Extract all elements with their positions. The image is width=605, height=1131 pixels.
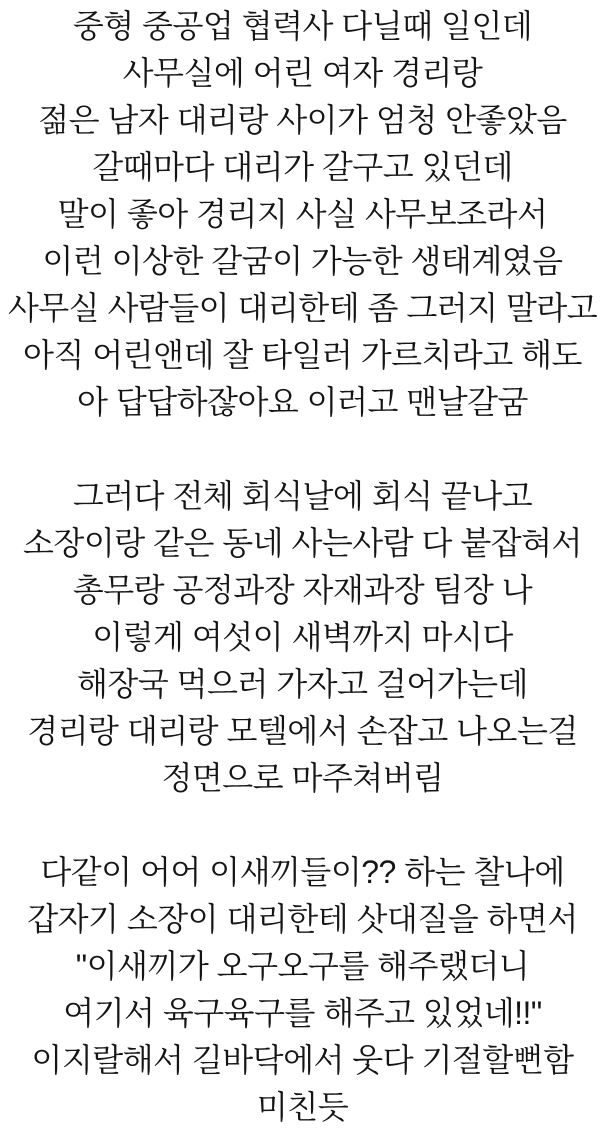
story-line: 그러다 전체 회식날에 회식 끝나고	[72, 478, 533, 514]
story-line: 이렇게 여섯이 새벽까지 마시다	[92, 619, 513, 655]
story-line: "이새끼가 오구오구를 해주랬더니	[75, 948, 530, 984]
story-line: 정면으로 마주쳐버림	[161, 760, 444, 796]
story-line: 갈때마다 대리가 갈구고 있던데	[92, 149, 513, 185]
story-paragraph-3	[0, 849, 605, 1131]
story-line: 아 답답하잖아요 이러고 맨날갈굼	[77, 384, 528, 420]
story-line: 소장이랑 같은 동네 사는사람 다 붙잡혀서	[23, 525, 582, 561]
story-line: 사무실에 어린 여자 경리랑	[122, 55, 483, 91]
story-paragraph-1	[0, 3, 605, 426]
story-line: 해장국 먹으러 가자고 걸어가는데	[77, 666, 528, 702]
story-line: 여기서 육구육구를 해주고 있었네!!"	[63, 995, 542, 1031]
story-line: 이지랄해서 길바닥에서 웃다 기절할뻔함	[31, 1042, 574, 1078]
story-line: 아직 어린앤데 잘 타일러 가르치라고 해도	[23, 337, 582, 373]
story-line: 다같이 어어 이새끼들이?? 하는 찰나에	[40, 854, 565, 890]
story-line: 중형 중공업 협력사 다닐때 일인데	[72, 8, 533, 44]
story-line: 이런 이상한 갈굼이 가능한 생태계였음	[42, 243, 563, 279]
story-line: 총무랑 공정과장 자재과장 팀장 나	[72, 572, 533, 608]
story-line: 사무실 사람들이 대리한테 좀 그러지 말라고	[7, 290, 598, 326]
story-line: 갑자기 소장이 대리한테 삿대질을 하면서	[27, 901, 578, 937]
story-line: 젊은 남자 대리랑 사이가 엄청 안좋았음	[38, 102, 567, 138]
story-line: 경리랑 대리랑 모텔에서 손잡고 나오는걸	[27, 713, 578, 749]
story-line: 말이 좋아 경리지 사실 사무보조라서	[57, 196, 548, 232]
story-paragraph-2	[0, 473, 605, 802]
story-line: 미친듯	[256, 1089, 349, 1125]
